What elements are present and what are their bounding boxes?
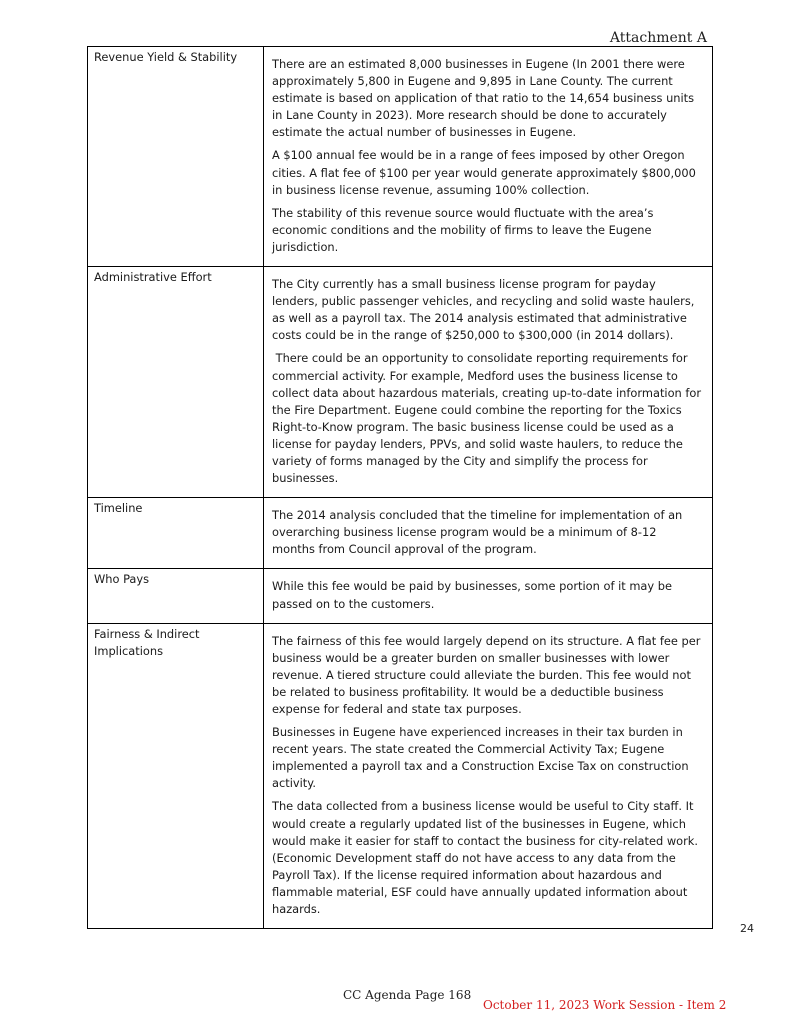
row-content <box>264 498 713 569</box>
row-label: Revenue Yield & Stability <box>88 47 264 267</box>
row-content <box>264 267 713 498</box>
paragraph: There could be an opportunity to consolidate reporting requirements for commercial activity. For example, Medford uses the business license to collect data about hazardous materials, creating up-to-date information for the Fire Department. Eugene could combine the reporting for the Toxics Right-to-Know program. The basic business license could be used as a license for payday lenders, PPVs, and solid waste haulers, to reduce the variety of forms managed by the City and simplify the process for businesses. <box>272 351 705 486</box>
paragraph: A $100 annual fee would be in a range of fees imposed by other Oregon cities. A flat fee of $100 per year would generate approximately $800,000 in business license revenue, assuming 100% collection. <box>272 148 696 197</box>
footer-work-session: October 11, 2023 Work Session - Item 2 <box>483 998 727 1012</box>
analysis-table <box>87 46 713 929</box>
row-content <box>264 623 713 929</box>
attachment-label: Attachment A <box>609 30 707 46</box>
paragraph: The stability of this revenue source would fluctuate with the area’s economic conditions and the mobility of firms to leave the Eugene jurisdiction. <box>272 205 654 254</box>
paragraph: The 2014 analysis concluded that the timeline for implementation of an overarching business license program would be a minimum of 8-12 months from Council approval of the program. <box>272 508 683 557</box>
paragraph: The data collected from a business license would be useful to City staff. It would create a regularly updated list of the businesses in Eugene, which would make it easier for staff to contact the business for city-related work. (Economic Development staff do not have access to any data from the Payroll Tax). If the license required information about hazardous and flammable material, ESF could have annually updated information about hazards. <box>272 799 699 917</box>
row-label: Who Pays <box>88 569 264 623</box>
paragraph: The City currently has a small business license program for payday lenders, public passenger vehicles, and recycling and solid waste haulers, as well as a payroll tax. The 2014 analysis estimated that administrative costs could be in the range of $250,000 to $300,000 (in 2014 dollars). <box>272 277 695 343</box>
row-content <box>264 47 713 267</box>
row-label: Administrative Effort <box>88 267 264 498</box>
table-row <box>88 498 713 569</box>
table-row <box>88 569 713 623</box>
page-number: 24 <box>740 922 754 935</box>
table-row <box>88 623 713 929</box>
row-label: Fairness & Indirect Implications <box>88 623 264 929</box>
paragraph: There are an estimated 8,000 businesses in Eugene (In 2001 there were approximately 5,800 in Eugene and 9,895 in Lane County. The current estimate is based on application of that ratio to the 14,654 business units in Lane County in 2023). More research should be done to accurately estimate the actual number of businesses in Eugene. <box>272 57 695 140</box>
footer-agenda-page: CC Agenda Page 168 <box>343 988 472 1002</box>
row-content <box>264 569 713 623</box>
table-row <box>88 267 713 498</box>
paragraph: Businesses in Eugene have experienced increases in their tax burden in recent years. The state created the Commercial Activity Tax; Eugene implemented a payroll tax and a Construction Excise Tax on construction activity. <box>272 725 689 791</box>
paragraph: While this fee would be paid by businesses, some portion of it may be passed on to the customers. <box>272 579 672 611</box>
paragraph: The fairness of this fee would largely depend on its structure. A flat fee per business would be a greater burden on smaller businesses with lower revenue. A tiered structure could alleviate the burden. This fee would not be related to business profitability. It would be a deductible business expense for federal and state tax purposes. <box>272 633 701 716</box>
table-row <box>88 47 713 267</box>
row-label: Timeline <box>88 498 264 569</box>
